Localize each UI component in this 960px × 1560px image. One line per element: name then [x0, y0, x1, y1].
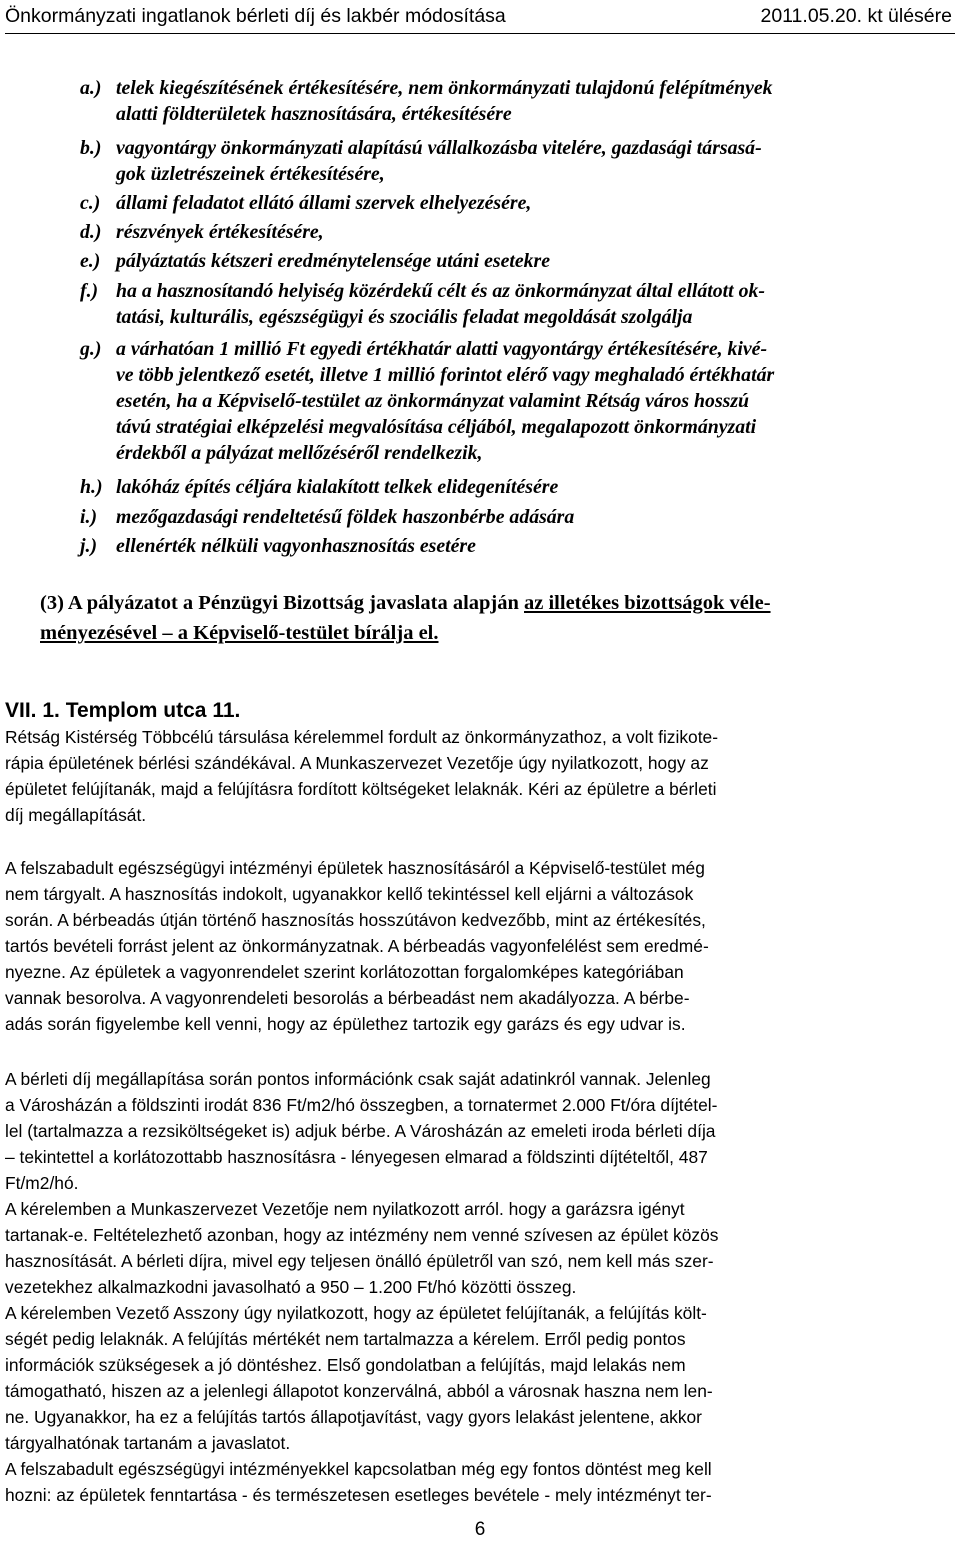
- text-line: rápia épületének bérlési szándékával. A Munkaszervezet Vezetője úgy nyilatkozott, hogy az: [5, 753, 709, 773]
- list-text: ha a hasznosítandó helyiség közérdekű célt és az önkormányzat által ellátott ok-: [116, 280, 765, 302]
- text-line: során. A bérbeadás útján történő hasznosítás hosszútávon kedvezőbb, mint az értékesítés,: [5, 910, 706, 930]
- text-line: Rétság Kistérség Többcélú társulása kérelemmel fordult az önkormányzathoz, a volt fizikote-: [5, 727, 719, 747]
- list-text: mezőgazdasági rendeltetésű földek haszonbérbe adására: [116, 506, 575, 528]
- clause-3-underlined: az illetékes bizottságok véle-: [524, 592, 771, 614]
- text-line: épületet felújítanák, majd a felújításra fordított költségeket lelaknák. Kéri az épületre a bérleti: [5, 779, 717, 799]
- list-text: részvények értékesítésére,: [116, 221, 324, 243]
- list-text: állami feladatot ellátó állami szervek elhelyezésére,: [116, 192, 532, 214]
- list-text: érdekből a pályázat mellőzéséről rendelkezik,: [116, 442, 483, 464]
- text-line: a Városházán a földszinti irodát 836 Ft/m2/hó összegben, a tornatermet 2.000 Ft/óra díjtétel-: [5, 1095, 718, 1115]
- clause-3-text: (3) A pályázatot a Pénzügyi Bizottság javaslata alapján: [40, 592, 525, 614]
- list-label: e.): [80, 250, 101, 272]
- header-date: 2011.05.20. kt ülésére: [760, 5, 952, 27]
- list-item-i: [80, 504, 940, 530]
- text-line: – tekintettel a korlátozottabb hasznosításra - lényegesen elmarad a földszinti díjtételtől, 487: [5, 1147, 708, 1167]
- list-item-b: [80, 135, 940, 187]
- list-text: alatti földterületek hasznosítására, értékesítésére: [116, 103, 512, 125]
- text-line: hozni: az épületek fenntartása - és természetesen esetleges bevétele - mely intézményt ter-: [5, 1485, 712, 1505]
- list-text: tatási, kulturális, egészségügyi és szociális feladat megoldását szolgálja: [116, 306, 693, 328]
- text-line: ségét pedig lelaknák. A felújítás mértékét nem tartalmazza a kérelem. Erről pedig pontos: [5, 1329, 686, 1349]
- text-line: támogatható, hiszen az a jelenlegi állapotot konzerválná, abból a városnak haszna nem len-: [5, 1381, 713, 1401]
- list-label: d.): [80, 221, 102, 243]
- list-item-g: [80, 336, 940, 466]
- clause-3-text: ményezésével – a Képviselő-testület bírálja el.: [40, 622, 439, 644]
- text-line: A bérleti díj megállapítása során pontos információnk csak saját adatinkról vannak. Jelenleg: [5, 1069, 711, 1089]
- list-text: távú stratégiai elképzelési megvalósítása céljából, megalapozott önkormányzati: [116, 416, 757, 438]
- text-line: nem tárgyalt. A hasznosítás indokolt, ugyanakkor kellő tekintéssel kell eljárni a változások: [5, 884, 694, 904]
- text-line: ne. Ugyanakkor, ha ez a felújítás tartós állapotjavítást, vagy gyors lelakást jelentene, akkor: [5, 1407, 702, 1427]
- list-label: j.): [80, 535, 98, 557]
- text-line: tartanak-e. Feltételezhető azonban, hogy az intézmény nem venné szívesen az épület közös: [5, 1225, 719, 1245]
- list-text: vagyontárgy önkormányzati alapítású vállalkozásba vitelére, gazdasági társasá-: [116, 137, 762, 159]
- list-item-a: [80, 75, 940, 127]
- text-line: nyezne. Az épületek a vagyonrendelet szerint korlátozottan forgalomképes kategóriában: [5, 962, 684, 982]
- text-line: lel (tartalmazza a rezsiköltségeket is) adjuk bérbe. A Városházán az emeleti iroda bérleti díja: [5, 1121, 716, 1141]
- text-line: vezetekhez alkalmazkodni javasolható a 950 – 1.200 Ft/hó közötti összeg.: [5, 1277, 577, 1297]
- paragraph: [5, 855, 938, 1037]
- list-label: c.): [80, 192, 101, 214]
- header-rule: [5, 33, 955, 34]
- text-line: tárgyalhatónak tartanám a javaslatot.: [5, 1433, 291, 1453]
- text-line: A kérelemben Vezető Asszony úgy nyilatkozott, hogy az épületet felújítanák, a felújítás költ-: [5, 1303, 707, 1323]
- list-text: ve több jelentkező esetét, illetve 1 millió forintot elérő vagy meghaladó értékhatár: [116, 364, 775, 386]
- paragraph: [5, 724, 938, 828]
- list-text: gok üzletrészeinek értékesítésére,: [116, 163, 385, 185]
- text-line: díj megállapítását.: [5, 805, 147, 825]
- text-line: hasznosítását. A bérleti díjra, mivel egy teljesen önálló épületről van szó, nem kell más szer-: [5, 1251, 714, 1271]
- list-text: esetén, ha a Képviselő-testület az önkormányzat valamint Rétság város hosszú: [116, 390, 750, 412]
- text-line: vannak besorolva. A vagyonrendeleti besorolás a bérbeadást nem akadályozza. A bérbe-: [5, 988, 690, 1008]
- list-text: pályáztatás kétszeri eredménytelensége utáni esetekre: [116, 250, 551, 272]
- list-label: b.): [80, 137, 102, 159]
- page-number: 6: [474, 1519, 486, 1540]
- list-label: g.): [80, 338, 102, 360]
- list-label: f.): [80, 280, 99, 302]
- list-item-f: [80, 278, 940, 330]
- header-title: Önkormányzati ingatlanok bérleti díj és lakbér módosítása: [5, 5, 506, 27]
- section-heading: VII. 1. Templom utca 11.: [5, 699, 241, 722]
- list-label: a.): [80, 77, 102, 99]
- list-item-c: [80, 190, 940, 216]
- paragraph: [5, 1066, 938, 1508]
- page-header: [0, 0, 960, 44]
- text-line: tartós bevételi forrást jelent az önkormányzatnak. A bérbeadás vagyonfelélést sem eredmé-: [5, 936, 709, 956]
- text-line: információk szükségesek a jó döntéshez. Első gondolatban a felújítás, majd lelakás nem: [5, 1355, 686, 1375]
- list-text: ellenérték nélküli vagyonhasznosítás esetére: [116, 535, 476, 557]
- text-line: adás során figyelembe kell venni, hogy az épülethez tartozik egy garázs és egy udvar is.: [5, 1014, 686, 1034]
- text-line: A felszabadult egészségügyi intézményi épületek hasznosításáról a Képviselő-testület még: [5, 858, 705, 878]
- list-label: h.): [80, 476, 103, 498]
- list-text: lakóház építés céljára kialakított telkek elidegenítésére: [116, 476, 559, 498]
- text-line: A kérelemben a Munkaszervezet Vezetője nem nyilatkozott arról. hogy a garázsra igényt: [5, 1199, 685, 1219]
- text-line: A felszabadult egészségügyi intézményekkel kapcsolatban még egy fontos döntést meg kell: [5, 1459, 712, 1479]
- text-line: Ft/m2/hó.: [5, 1173, 79, 1193]
- list-item-h: [80, 474, 940, 500]
- list-item-e: [80, 248, 940, 274]
- list-text: telek kiegészítésének értékesítésére, nem önkormányzati tulajdonú felépítmények: [116, 77, 773, 99]
- list-item-j: [80, 533, 940, 559]
- clause-3: [40, 588, 938, 648]
- list-item-d: [80, 219, 940, 245]
- list-text: a várhatóan 1 millió Ft egyedi értékhatár alatti vagyontárgy értékesítésére, kivé-: [116, 338, 768, 360]
- list-label: i.): [80, 506, 98, 528]
